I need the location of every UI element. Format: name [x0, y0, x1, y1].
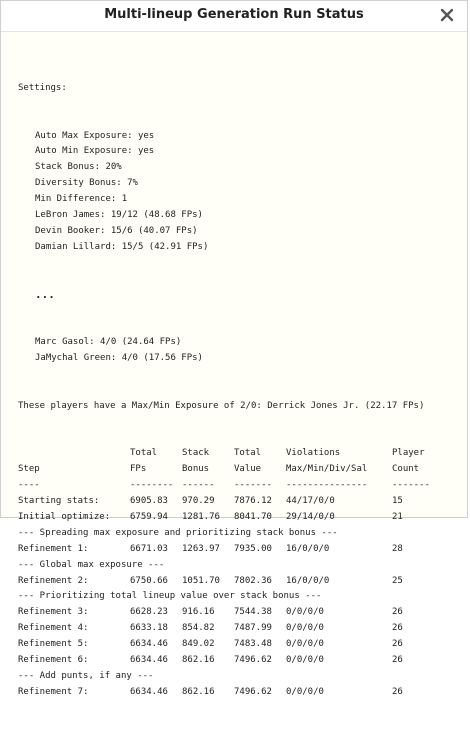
- table-row: [18, 542, 463, 558]
- table-header-row-cell: Count: [392, 464, 420, 475]
- table-divider-row-cell: --------: [130, 480, 174, 491]
- section-heading: --- Add punts, if any ---: [18, 670, 154, 681]
- table-row: [18, 605, 463, 621]
- table-row-cell: 854.82: [182, 623, 215, 634]
- table-row-cell: 1051.70: [182, 575, 220, 586]
- table-header-row-cell: Player: [392, 448, 425, 459]
- table-row-cell: 7487.99: [234, 623, 272, 634]
- setting-line: Devin Booker: 15/6 (40.07 FPs): [35, 225, 198, 236]
- table-row: [18, 621, 463, 637]
- table-row-cell: Refinement 5:: [18, 639, 89, 650]
- table-row: [18, 494, 463, 510]
- table-row: [18, 574, 463, 590]
- table-row-cell: 29/14/0/0: [286, 512, 335, 523]
- table-row-cell: 1281.76: [182, 512, 220, 523]
- table-row-cell: 16/0/0/0: [286, 575, 330, 586]
- table-row: [18, 510, 463, 526]
- table-row-cell: Refinement 6:: [18, 655, 89, 666]
- table-divider-row-cell: ----: [18, 480, 40, 491]
- table-header-row-cell: Max/Min/Div/Sal: [286, 464, 368, 475]
- table-row-cell: 6634.46: [130, 639, 168, 650]
- table-divider-row-cell: ------: [182, 480, 215, 491]
- setting-line: Min Difference: 1: [35, 194, 128, 205]
- table-row-cell: 7483.48: [234, 639, 272, 650]
- table-row-cell: 16/0/0/0: [286, 543, 330, 554]
- table-row-cell: 6634.46: [130, 655, 168, 666]
- table-row-cell: 6759.94: [130, 512, 168, 523]
- table-row-cell: 25: [392, 575, 403, 586]
- table-row-cell: Refinement 7:: [18, 686, 89, 697]
- table-header-row-cell: Total: [130, 448, 158, 459]
- table-row-cell: 1263.97: [182, 543, 220, 554]
- table-divider-row-cell: ---------------: [286, 480, 368, 491]
- table-row-cell: 8041.70: [234, 512, 272, 523]
- table-row-cell: 7496.62: [234, 686, 272, 697]
- table-row-cell: 26: [392, 623, 403, 634]
- table-row-cell: 15: [392, 496, 403, 507]
- table-header-row-cell: FPs: [130, 464, 147, 475]
- table-row-cell: 0/0/0/0: [286, 686, 324, 697]
- table-row-cell: 44/17/0/0: [286, 496, 335, 507]
- table-row-cell: 862.16: [182, 655, 215, 666]
- setting-line: Damian Lillard: 15/5 (42.91 FPs): [35, 241, 209, 252]
- setting-line: Diversity Bonus: 7%: [35, 178, 138, 189]
- table-header-row-cell: Value: [234, 464, 262, 475]
- table-row-cell: 26: [392, 655, 403, 666]
- table-header-row: [18, 462, 463, 478]
- table-row-cell: 0/0/0/0: [286, 623, 324, 634]
- setting-line: Auto Min Exposure: yes: [35, 146, 155, 157]
- close-icon[interactable]: [437, 5, 457, 25]
- exposure-note: These players have a Max/Min Exposure of 2/0: Derrick Jones Jr. (22.17 FPs): [18, 400, 425, 411]
- dialog-title: Multi-lineup Generation Run Status: [104, 7, 364, 22]
- table-header-row-cell: Bonus: [182, 464, 210, 475]
- table-header-row-cell: Step: [18, 464, 40, 475]
- table-row-cell: 7876.12: [234, 496, 272, 507]
- table-header-row-cell: Violations: [286, 448, 341, 459]
- table-divider-row: [18, 478, 463, 494]
- table-row-cell: 916.16: [182, 607, 215, 618]
- table-row-cell: 0/0/0/0: [286, 607, 324, 618]
- table-row-cell: 970.29: [182, 496, 215, 507]
- table-row-cell: 0/0/0/0: [286, 655, 324, 666]
- section-heading: --- Spreading max exposure and prioritizing stack bonus ---: [18, 527, 338, 538]
- status-log: [18, 49, 463, 697]
- setting-line: Stack Bonus: 20%: [35, 162, 122, 173]
- ellipsis: ...: [35, 288, 55, 302]
- table-row-cell: Refinement 2:: [18, 575, 89, 586]
- table-row-cell: 7802.36: [234, 575, 272, 586]
- status-table: [18, 446, 463, 700]
- setting-line: JaMychal Green: 4/0 (17.56 FPs): [35, 353, 203, 364]
- table-divider-row-cell: -------: [234, 480, 272, 491]
- table-row-cell: 6671.03: [130, 543, 168, 554]
- table-row-cell: 862.16: [182, 686, 215, 697]
- table-row-cell: 6628.23: [130, 607, 168, 618]
- table-row-cell: 7935.00: [234, 543, 272, 554]
- table-row-cell: 28: [392, 543, 403, 554]
- table-row-cell: 6633.18: [130, 623, 168, 634]
- table-row-cell: 7544.38: [234, 607, 272, 618]
- table-row-cell: 6634.46: [130, 686, 168, 697]
- table-row-cell: Initial optimize:: [18, 512, 111, 523]
- table-row-cell: Starting stats:: [18, 496, 100, 507]
- table-row-cell: 21: [392, 512, 403, 523]
- setting-line: Marc Gasol: 4/0 (24.64 FPs): [35, 337, 182, 348]
- dialog-titlebar: [1, 1, 467, 32]
- table-header-row-cell: Stack: [182, 448, 210, 459]
- setting-line: LeBron James: 19/12 (48.68 FPs): [35, 209, 203, 220]
- table-row-cell: Refinement 1:: [18, 543, 89, 554]
- table-row-cell: 7496.62: [234, 655, 272, 666]
- table-header-row-cell: Total: [234, 448, 262, 459]
- section-heading: --- Prioritizing total lineup value over stack bonus ---: [18, 591, 322, 602]
- table-divider-row-cell: -------: [392, 480, 430, 491]
- table-row-cell: 26: [392, 686, 403, 697]
- settings-heading: Settings:: [18, 82, 67, 93]
- section-heading: --- Global max exposure ---: [18, 559, 165, 570]
- table-row-cell: 26: [392, 639, 403, 650]
- table-row: [18, 653, 463, 669]
- table-row-cell: 0/0/0/0: [286, 639, 324, 650]
- table-row-cell: 849.02: [182, 639, 215, 650]
- table-header-row: [18, 446, 463, 462]
- table-row-cell: 6750.66: [130, 575, 168, 586]
- table-row-cell: 26: [392, 607, 403, 618]
- table-row: [18, 685, 463, 701]
- table-row: [18, 637, 463, 653]
- table-row-cell: Refinement 3:: [18, 607, 89, 618]
- table-row-cell: Refinement 4:: [18, 623, 89, 634]
- table-row-cell: 6905.83: [130, 496, 168, 507]
- setting-line: Auto Max Exposure: yes: [35, 130, 155, 141]
